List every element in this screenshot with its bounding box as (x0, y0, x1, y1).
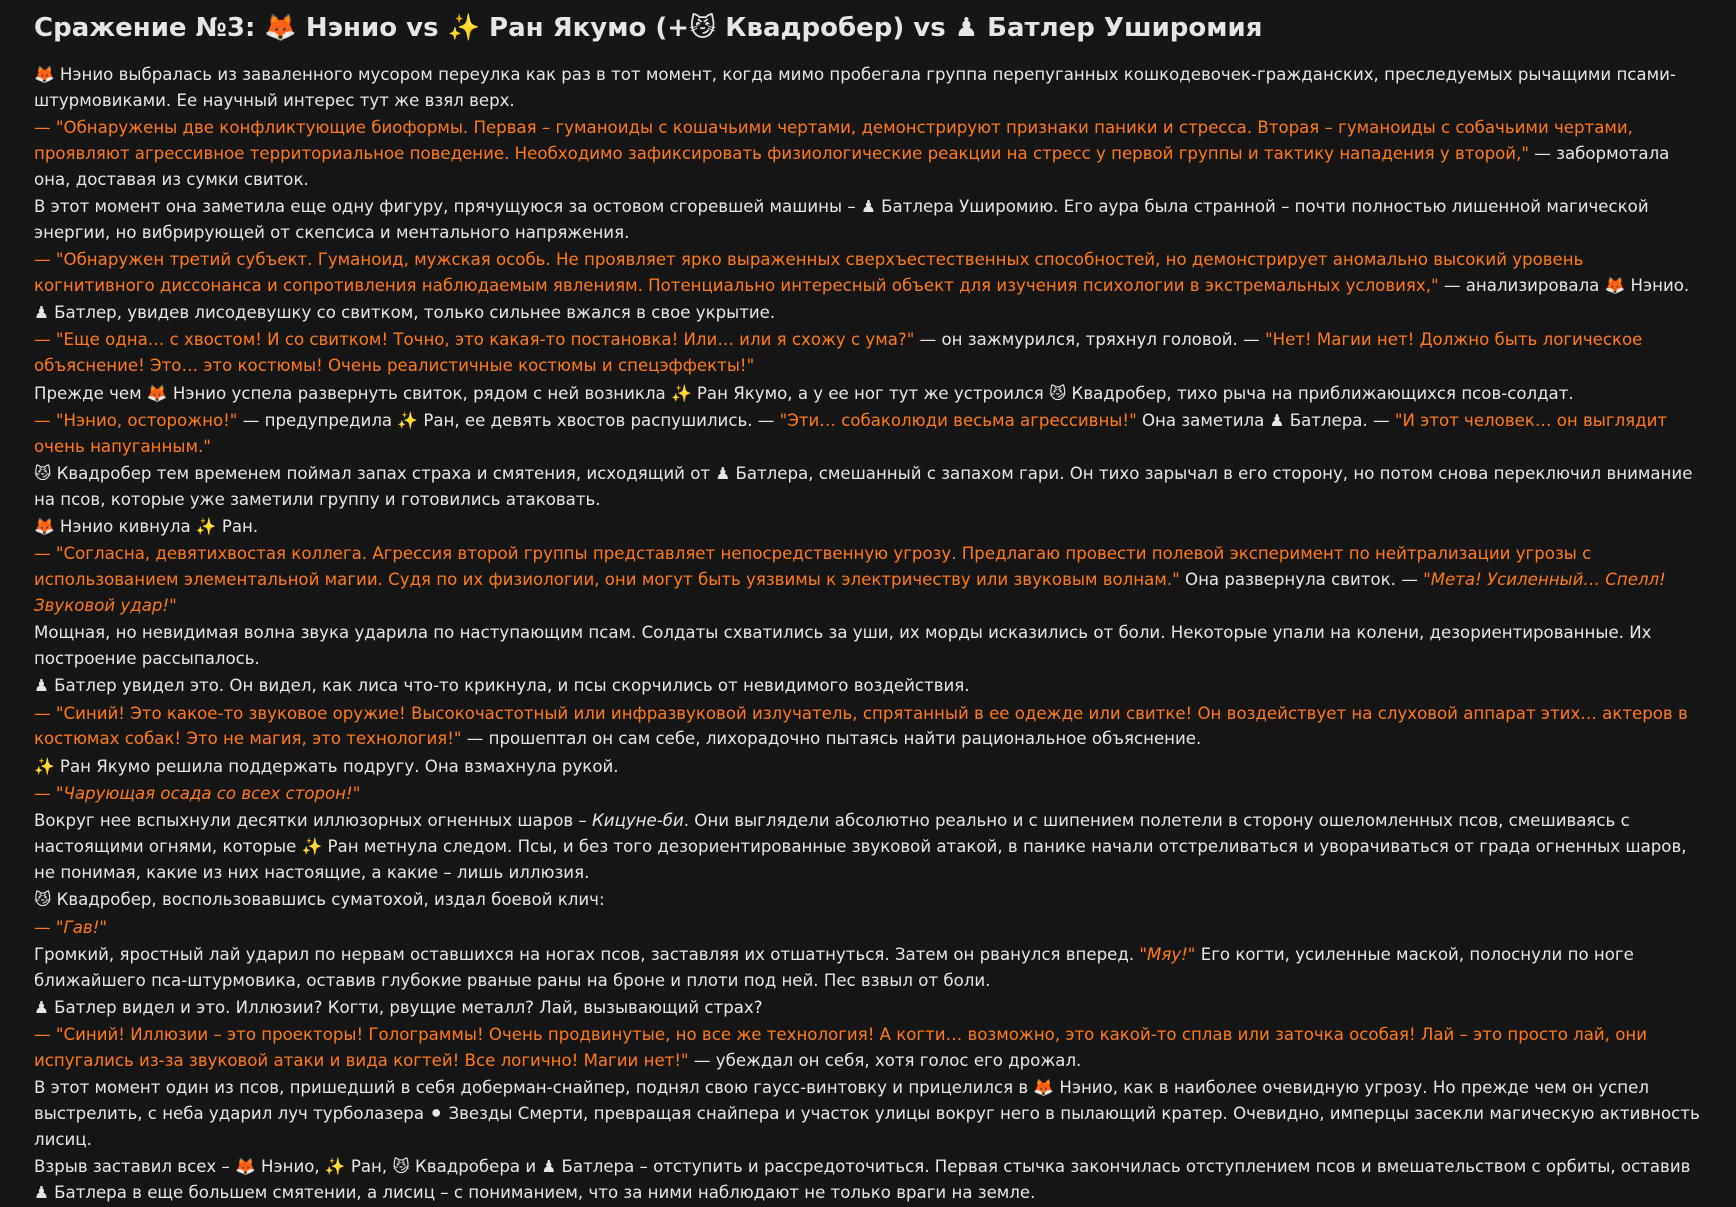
narration-text: — убеждал он себя, хотя голос его дрожал. (688, 1050, 1082, 1070)
story-paragraph (34, 1022, 1706, 1074)
story-paragraph (34, 915, 1706, 941)
dialogue-text: "Обнаружены две конфликтующие биоформы. Первая – гуманоиды с кошачьими чертами, демонстрируют признаки паники и стресса. Вторая – гуманоиды с собачьими чертами, проявляют агрессивное территориальное поведение. Необходимо зафиксировать физиологические реакции на стресс у первой группы и тактику нападения у второй," (34, 118, 1633, 163)
dialogue-text: "Согласна, девятихвостая коллега. Агрессия второй группы представляет непосредственную угрозу. Предлагаю провести полевой эксперимент по нейтрализации угрозы с использованием элементальной магии. Судя по их физиологии, они могут быть уязвимы к электричеству или звуковым волнам." (34, 544, 1592, 590)
story-paragraph (34, 115, 1706, 192)
narration-text: Она развернула свиток. — (1179, 570, 1424, 590)
dialogue-text: "Еще одна… с хвостом! И со свитком! Точно, это какая-то постановка! Или… или я схожу с ума?" (55, 330, 915, 350)
dialogue-text: " (169, 595, 177, 615)
story-paragraph (34, 461, 1706, 513)
narration-text: ♟ Батлер увидел это. Он видел, как лиса что-то крикнула, и псы скорчились от невидимого воздействия. (34, 676, 970, 696)
narration-text: — предупредила ✨ Ран, ее девять хвостов распушились. — (237, 410, 780, 430)
narration-text: Взрыв заставил всех – 🦊 Нэнио, ✨ Ран, 😼 Квадробера и ♟ Батлера – отступить и рассредоточиться. Первая стычка закончилась отступлением псов и вмешательством с орбиты, оставив ♟ Батлера в еще большем смятении, а лисиц – с пониманием, что за ними наблюдают не только враги на земле. (34, 1157, 1691, 1202)
narration-text: 🦊 Нэнио выбралась из заваленного мусором переулка как раз в тот момент, когда мимо пробегала группа перепуганных кошкодевочек-гражданских, преследуемых рычащими псами-штурмовиками. Ее научный интерес тут же взял верх. (34, 65, 1676, 110)
story-body (34, 62, 1706, 1206)
story-paragraph (34, 808, 1706, 885)
narration-text: Она заметила ♟ Батлера. — (1136, 410, 1395, 430)
story-paragraph (34, 327, 1706, 379)
dialogue-text: Гав! (63, 917, 100, 937)
narration-text: Вокруг нее вспыхнули десятки иллюзорных огненных шаров – (34, 811, 592, 831)
story-paragraph (34, 620, 1706, 672)
page-title: Сражение №3: 🦊 Нэнио vs ✨ Ран Якумо (+😼 Квадробер) vs ♟ Батлер Уширомия (34, 13, 1263, 43)
story-paragraph (34, 62, 1706, 114)
dialogue-text: — (34, 250, 56, 270)
story-paragraph (34, 194, 1706, 246)
narration-text: Прежде чем 🦊 Нэнио успела развернуть свиток, рядом с ней возникла ✨ Ран Якумо, а у ее ног тут же устроился 😼 Квадробер, тихо рыча на приближающихся псов-солдат. (34, 383, 1574, 403)
story-paragraph (34, 754, 1706, 780)
dialogue-text: — (34, 703, 56, 723)
dialogue-text: Мяу! (1147, 944, 1188, 964)
document (34, 8, 1706, 1207)
narration-text: — прошептал он сам себе, лихорадочно пытаясь найти рациональное объяснение. (461, 729, 1202, 749)
narration-text: Его когти, усиленные маской, полоснули по ноге ближайшего пса-штурмовика, оставив глубокие рваные раны на броне и плоти под ней. Пес взвыл от боли. (34, 944, 1634, 990)
dialogue-text: "Нет! Магии нет! Должно быть логическое объяснение! Это… это костюмы! Очень реалистичные костюмы и спецэффекты!" (34, 330, 1643, 376)
story-paragraph (34, 887, 1706, 913)
dialogue-text: — (34, 118, 56, 138)
dialogue-text: "Нэнио, осторожно!" (55, 410, 238, 430)
dialogue-text: " (1423, 570, 1431, 590)
dialogue-text: — (34, 544, 56, 564)
dialogue-text: " (99, 917, 108, 937)
dialogue-text: — (34, 330, 56, 350)
story-paragraph (34, 408, 1706, 460)
story-paragraph (34, 300, 1706, 326)
narration-text: — анализировала 🦊 Нэнио. (1438, 275, 1690, 295)
narration-text: — он зажмурился, тряхнул головой. — (914, 330, 1265, 350)
dialogue-text: "Синий! Это какое-то звуковое оружие! Высокочастотный или инфразвуковой излучатель, спрятанный в ее одежде или свитке! Он воздействует на слуховой аппарат этих… актеров в костюмах собак! Это не магия, это технология!" (34, 703, 1688, 749)
narration-text: 🦊 Нэнио кивнула ✨ Ран. (34, 517, 259, 537)
dialogue-text: — (34, 784, 56, 804)
narration-text: 😼 Квадробер тем временем поймал запах страха и смятения, исходящий от ♟ Батлера, смешанный с запахом гари. Он тихо зарычал в его сторону, но потом снова переключил внимание на псов, которые уже заметили группу и готовились атаковать. (34, 463, 1693, 509)
story-paragraph (34, 541, 1706, 618)
dialogue-text: Мета! Усиленный… Спелл! Звуковой удар! (34, 570, 1666, 615)
narration-text: ♟ Батлер, увидев лисодевушку со свитком, только сильнее вжался в свое укрытие. (34, 303, 776, 323)
story-paragraph (34, 247, 1706, 299)
dialogue-text: — (34, 917, 56, 937)
story-paragraph (34, 701, 1706, 753)
story-paragraph (34, 381, 1706, 407)
narration-text: В этот момент один из псов, пришедший в себя доберман-снайпер, поднял свою гаусс-винтовку и прицелился в 🦊 Нэнио, как в наиболее очевидную угрозу. Но прежде чем он успел выстрелить, с неба ударил луч турболазера ⚫ Звезды Смерти, превращая снайпера и участок улицы вокруг него в пылающий кратер. Очевидно, имперцы засекли магическую активность лисиц. (34, 1078, 1700, 1149)
narration-text: 😼 Квадробер, воспользовавшись суматохой, издал боевой клич: (34, 890, 605, 910)
dialogue-text: "Обнаружен третий субъект. Гуманоид, мужская особь. Не проявляет ярко выраженных сверхъестественных способностей, но демонстрирует аномально высокий уровень когнитивного диссонанса и сопротивления наблюдаемым явлениям. Потенциально интересный объект для изучения психологии в экстремальных условиях," (34, 250, 1584, 295)
narration-text: . Они выглядели абсолютно реально и с шипением полетели в сторону ошеломленных псов, смешиваясь с настоящими огнями, которые ✨ Ран метнула следом. Псы, и без того дезориентированные звуковой атакой, в панике начали отстреливаться и уворачиваться от града огненных шаров, не понимая, какие из них настоящие, а какие – лишь иллюзия. (34, 811, 1687, 882)
story-paragraph (34, 1154, 1706, 1206)
dialogue-text: " (352, 784, 361, 804)
narration-text: Мощная, но невидимая волна звука ударила по наступающим псам. Солдаты схватились за уши, их морды исказились от боли. Некоторые упали на колени, дезориентированные. Их построение рассыпалось. (34, 623, 1652, 669)
dialogue-text: Чарующая осада со всех сторон! (63, 784, 353, 804)
narration-text: ♟ Батлер видел и это. Иллюзии? Когти, рвущие металл? Лай, вызывающий страх? (34, 997, 763, 1017)
story-paragraph (34, 514, 1706, 540)
dialogue-text: " (1187, 944, 1196, 964)
narration-text: В этот момент она заметила еще одну фигуру, прячущуюся за остовом сгоревшей машины – ♟ Батлера Уширомию. Его аура была странной – почти полностью лишенной магической энергии, но вибрирующей от скепсиса и ментального напряжения. (34, 196, 1649, 242)
story-paragraph (34, 1075, 1706, 1152)
narration-text: ✨ Ран Якумо решила поддержать подругу. Она взмахнула рукой. (34, 756, 619, 776)
dialogue-text: " (55, 784, 64, 804)
dialogue-text: " (55, 917, 64, 937)
narration-text: — забормотала она, доставая из сумки свиток. (34, 143, 1670, 189)
dialogue-text: "Синий! Иллюзии – это проекторы! Голограммы! Очень продвинутые, но все же технология! А когти… возможно, это какой-то сплав или заточка особая! Лай – это просто лай, они испугались из-за звуковой атаки и вида когтей! Все логично! Магии нет!" (34, 1025, 1648, 1070)
story-paragraph (34, 673, 1706, 699)
story-paragraph (34, 942, 1706, 994)
story-paragraph (34, 781, 1706, 807)
narration-text: Громкий, яростный лай ударил по нервам оставшихся на ногах псов, заставляя их отшатнуться. Затем он рванулся вперед. (34, 944, 1140, 964)
story-paragraph (34, 995, 1706, 1021)
dialogue-text: "И этот человек… он выглядит очень напуганным." (34, 410, 1668, 456)
emphasis-text: Кицуне-би (592, 811, 684, 831)
dialogue-text: " (1139, 944, 1148, 964)
dialogue-text: "Эти… собаколюди весьма агрессивны!" (779, 410, 1137, 430)
dialogue-text: — (34, 410, 56, 430)
dialogue-text: — (34, 1025, 56, 1045)
